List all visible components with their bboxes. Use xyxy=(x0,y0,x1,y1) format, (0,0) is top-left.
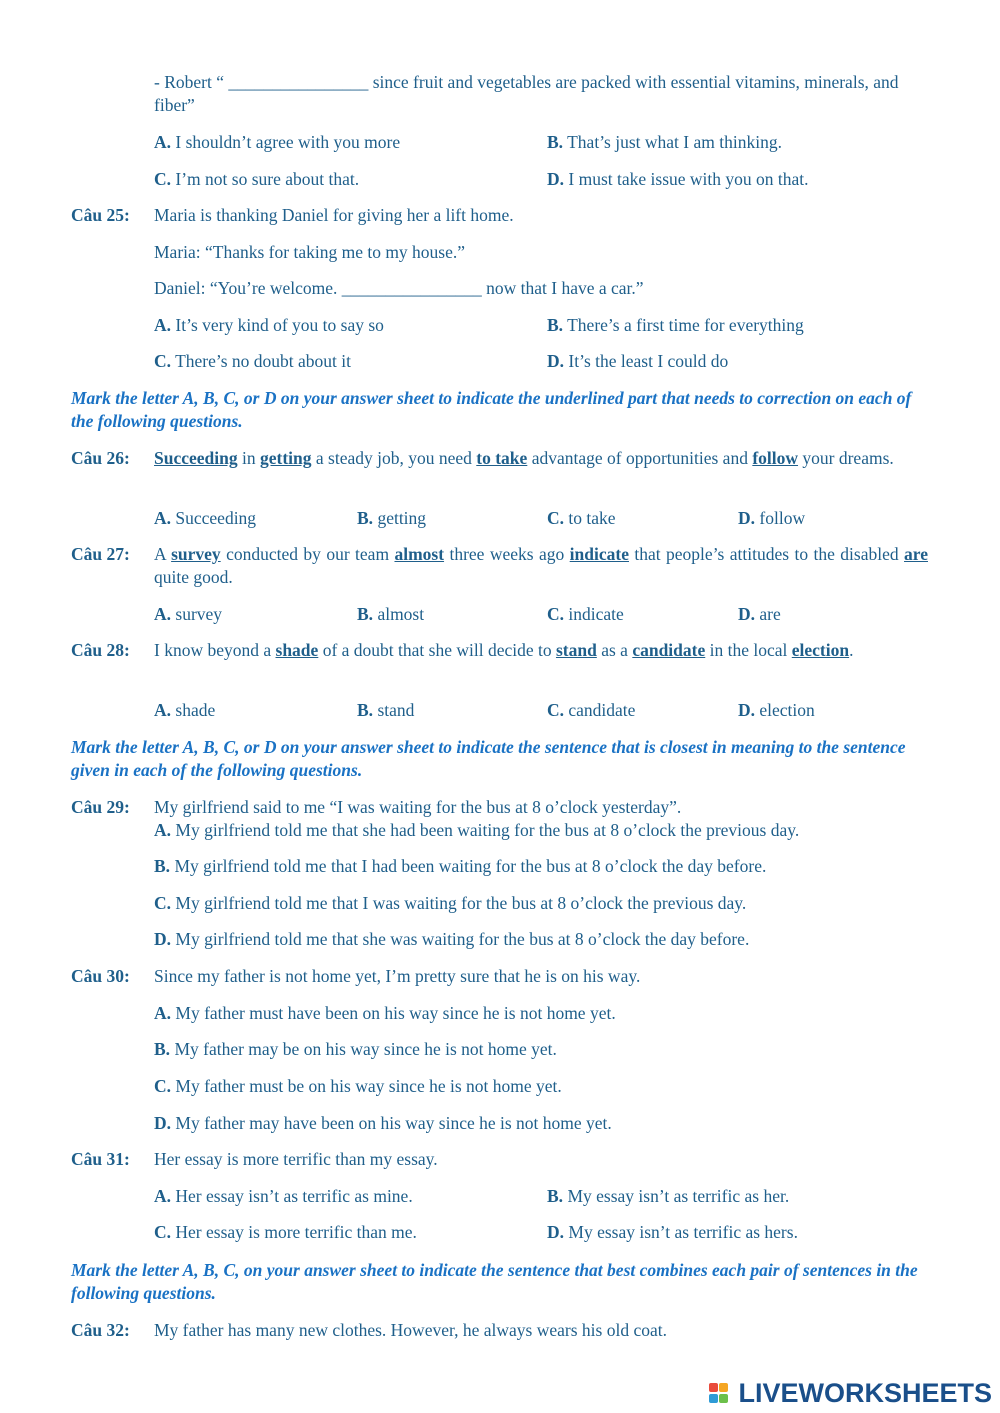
question-25-stem: Maria is thanking Daniel for giving her a lift home. xyxy=(154,205,514,225)
underlined-succeeding: Succeeding xyxy=(154,448,238,468)
question-28-number: Câu 28: xyxy=(71,640,130,660)
underlined-getting: getting xyxy=(260,448,312,468)
q24-option-a[interactable]: A. I shouldn’t agree with you more xyxy=(154,132,401,152)
instruction-error-identification: Mark the letter A, B, C, or D on your answer sheet to indicate the underlined part that needs to correction on each of the following questions. xyxy=(71,388,912,431)
q28-option-d[interactable]: D. election xyxy=(738,700,815,720)
question-27-number: Câu 27: xyxy=(71,544,130,564)
question-27-stem: A survey conducted by our team almost three weeks ago indicate that people’s attitudes to the disabled are quite good. xyxy=(154,544,928,587)
q25-option-d[interactable]: D. It’s the least I could do xyxy=(547,351,729,371)
q30-option-d[interactable]: D. My father may have been on his way since he is not home yet. xyxy=(154,1113,612,1133)
question-25-dialogue-maria: Maria: “Thanks for taking me to my house.” xyxy=(154,242,466,262)
instruction-closest-meaning: Mark the letter A, B, C, or D on your answer sheet to indicate the sentence that is closest in meaning to the sentence given in each of the following questions. xyxy=(71,737,906,780)
q29-option-d[interactable]: D. My girlfriend told me that she was waiting for the bus at 8 o’clock the day before. xyxy=(154,929,750,949)
q29-option-c[interactable]: C. My girlfriend told me that I was waiting for the bus at 8 o’clock the previous day. xyxy=(154,893,747,913)
question-32-number: Câu 32: xyxy=(71,1320,130,1340)
q26-option-a[interactable]: A. Succeeding xyxy=(154,508,257,528)
q30-option-c[interactable]: C. My father must be on his way since he is not home yet. xyxy=(154,1076,562,1096)
q28-option-b[interactable]: B. stand xyxy=(357,700,415,720)
underlined-indicate: indicate xyxy=(569,544,629,564)
question-26-stem: Succeeding in getting a steady job, you need to take advantage of opportunities and follow your dreams. xyxy=(154,448,894,468)
logo-square xyxy=(719,1394,728,1403)
underlined-almost: almost xyxy=(394,544,445,564)
q27-option-b[interactable]: B. almost xyxy=(357,604,425,624)
q26-option-b[interactable]: B. getting xyxy=(357,508,427,528)
underlined-election: election xyxy=(791,640,850,660)
q25-option-c[interactable]: C. There’s no doubt about it xyxy=(154,351,352,371)
q29-option-b[interactable]: B. My girlfriend told me that I had been waiting for the bus at 8 o’clock the day before. xyxy=(154,856,767,876)
q27-option-d[interactable]: D. are xyxy=(738,604,781,624)
liveworksheets-logo[interactable] xyxy=(709,1376,992,1410)
question-25-number: Câu 25: xyxy=(71,205,130,225)
underlined-candidate: candidate xyxy=(632,640,706,660)
question-29-number: Câu 29: xyxy=(71,797,130,817)
q27-option-a[interactable]: A. survey xyxy=(154,604,223,624)
q27-option-c[interactable]: C. indicate xyxy=(547,604,624,624)
question-28-stem: I know beyond a shade of a doubt that she will decide to stand as a candidate in the local election. xyxy=(154,640,854,660)
q25-option-a[interactable]: A. It’s very kind of you to say so xyxy=(154,315,384,335)
underlined-are: are xyxy=(904,544,928,564)
question-30-number: Câu 30: xyxy=(71,966,130,986)
q24-option-c[interactable]: C. I’m not so sure about that. xyxy=(154,169,360,189)
q31-option-b[interactable]: B. My essay isn’t as terrific as her. xyxy=(547,1186,790,1206)
question-29-stem: My girlfriend said to me “I was waiting for the bus at 8 o’clock yesterday”. xyxy=(154,797,682,817)
q31-option-a[interactable]: A. Her essay isn’t as terrific as mine. xyxy=(154,1186,413,1206)
q25-option-b[interactable]: B. There’s a first time for everything xyxy=(547,315,804,335)
q30-option-a[interactable]: A. My father must have been on his way since he is not home yet. xyxy=(154,1003,616,1023)
q26-option-d[interactable]: D. follow xyxy=(738,508,806,528)
underlined-follow: follow xyxy=(752,448,799,468)
logo-square xyxy=(709,1383,718,1392)
question-31-stem: Her essay is more terrific than my essay. xyxy=(154,1149,438,1169)
q28-option-c[interactable]: C. candidate xyxy=(547,700,636,720)
question-30-stem: Since my father is not home yet, I’m pretty sure that he is on his way. xyxy=(154,966,641,986)
question-32-stem: My father has many new clothes. However, he always wears his old coat. xyxy=(154,1320,667,1340)
underlined-survey: survey xyxy=(171,544,221,564)
logo-square xyxy=(719,1383,728,1392)
q26-option-c[interactable]: C. to take xyxy=(547,508,616,528)
q24-option-b[interactable]: B. That’s just what I am thinking. xyxy=(547,132,782,152)
q31-option-c[interactable]: C. Her essay is more terrific than me. xyxy=(154,1222,417,1242)
q29-option-a[interactable]: A. My girlfriend told me that she had been waiting for the bus at 8 o’clock the previous day. xyxy=(154,820,800,840)
underlined-stand: stand xyxy=(555,640,597,660)
q24-option-d[interactable]: D. I must take issue with you on that. xyxy=(547,169,809,189)
q31-option-d[interactable]: D. My essay isn’t as terrific as hers. xyxy=(547,1222,798,1242)
underlined-shade: shade xyxy=(275,640,319,660)
underlined-to-take: to take xyxy=(476,448,528,468)
q28-option-a[interactable]: A. shade xyxy=(154,700,216,720)
logo-square xyxy=(709,1394,718,1403)
question-31-number: Câu 31: xyxy=(71,1149,130,1169)
question-24-stem: - Robert “ ________________ since fruit and vegetables are packed with essential vitamins, minerals, and fiber” xyxy=(154,72,899,115)
q30-option-b[interactable]: B. My father may be on his way since he is not home yet. xyxy=(154,1039,557,1059)
liveworksheets-logo-icon xyxy=(709,1380,735,1406)
question-25-dialogue-daniel: Daniel: “You’re welcome. ________________ now that I have a car.” xyxy=(154,278,644,298)
liveworksheets-brand-text: LIVEWORKSHEETS xyxy=(738,1377,992,1408)
instruction-combine-sentences: Mark the letter A, B, C, on your answer sheet to indicate the sentence that best combines each pair of sentences in the following questions. xyxy=(71,1260,918,1303)
question-26-number: Câu 26: xyxy=(71,448,130,468)
